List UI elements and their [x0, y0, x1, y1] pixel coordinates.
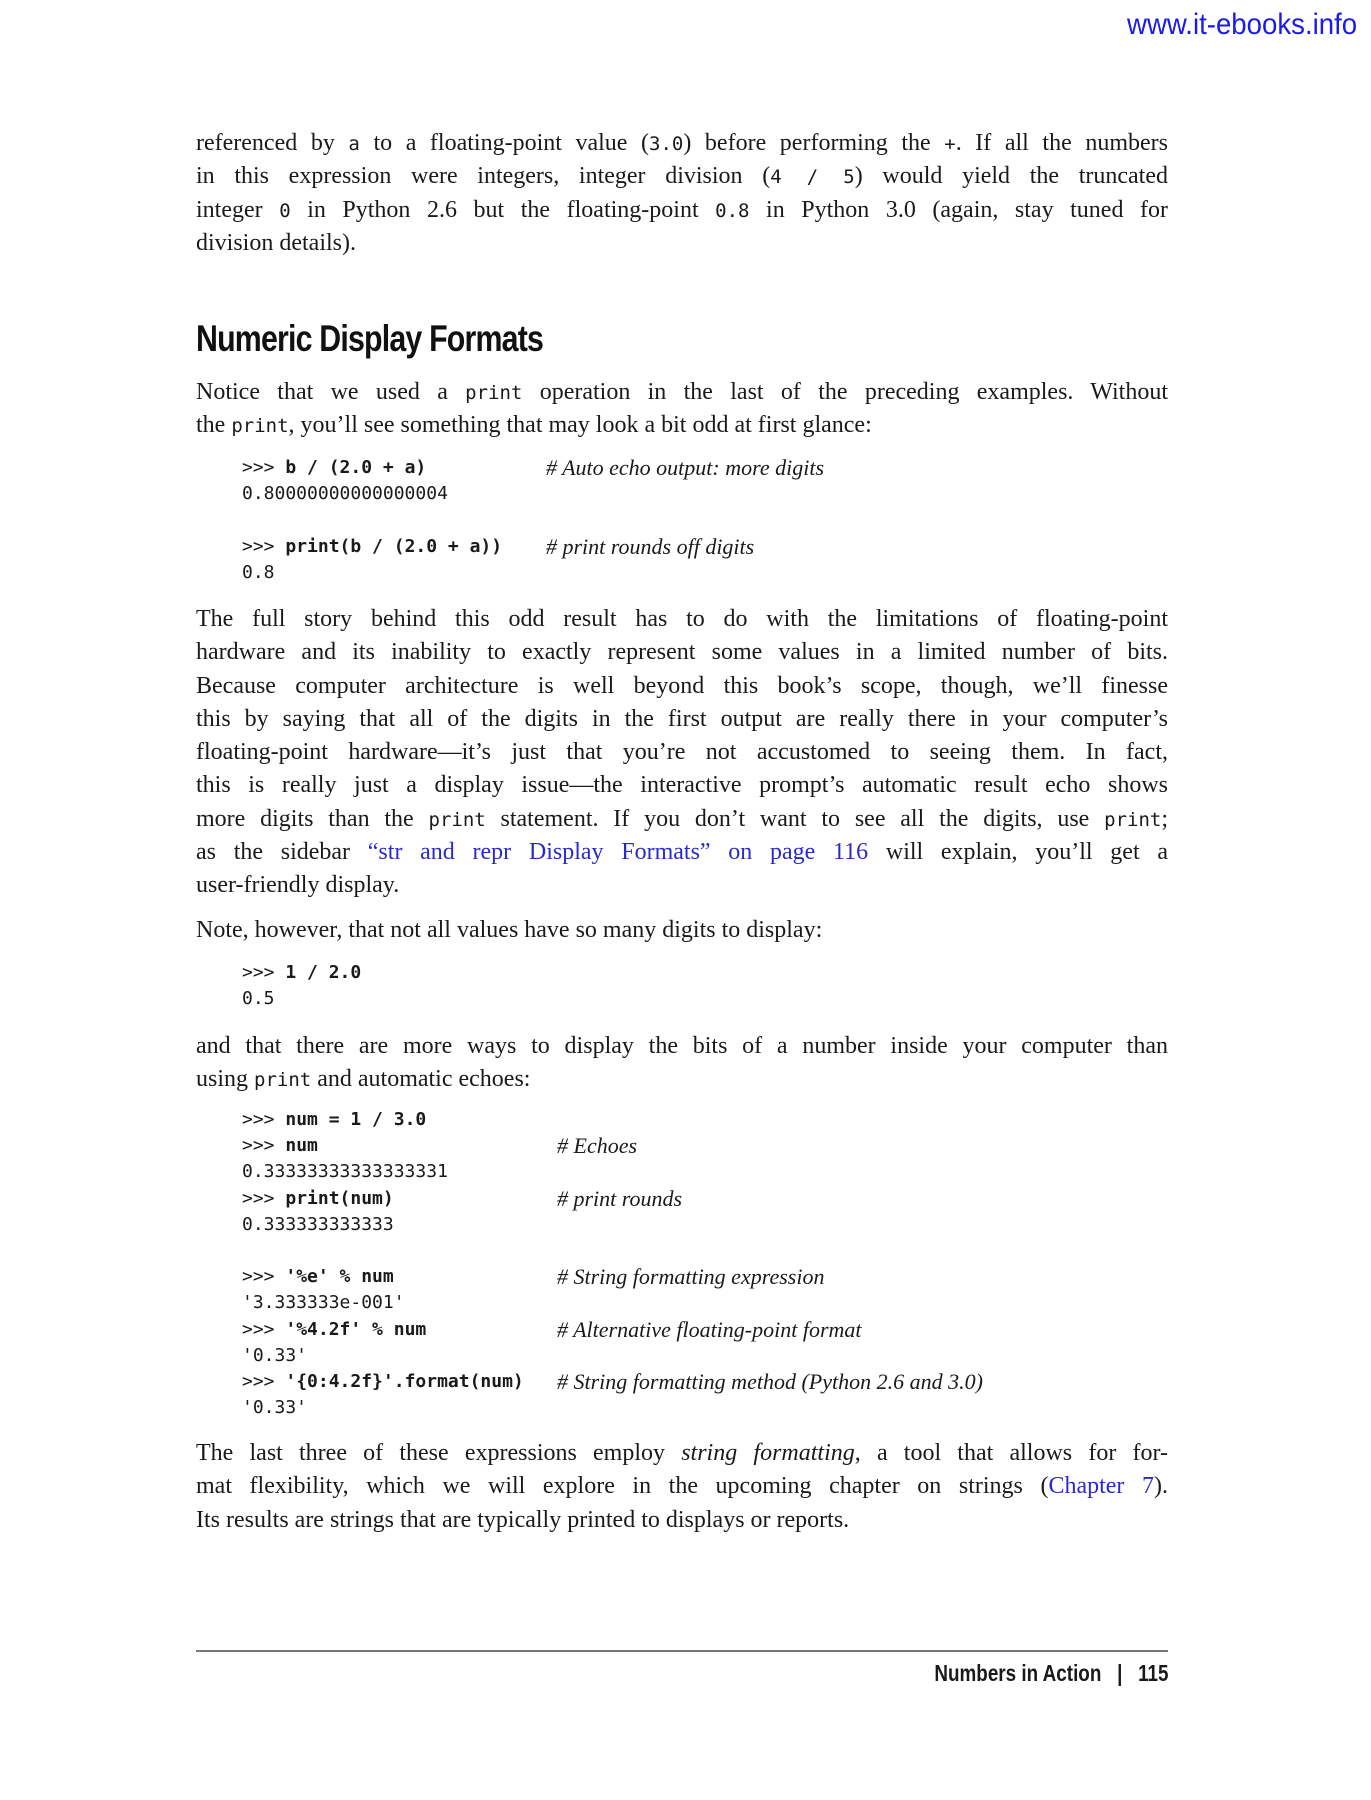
- input-line: [242, 455, 825, 481]
- text-line: [196, 869, 1168, 902]
- text-segment: , a tool that allows for for-: [854, 1440, 1168, 1466]
- text-segment: referenced by: [196, 130, 349, 156]
- code-output: '0.33': [242, 1344, 308, 1366]
- input-line: [242, 1368, 983, 1395]
- cross-reference-link[interactable]: Chapter 7: [1048, 1473, 1154, 1500]
- code-block-echo-vs-print: [242, 455, 825, 586]
- text-segment: this by saying that all of the digits in the first output are really there in your computer’s: [196, 705, 1168, 732]
- text-line: [196, 769, 1168, 802]
- output-line: [242, 560, 502, 586]
- text-line: [196, 914, 1168, 947]
- output-line: [242, 1290, 524, 1316]
- code-command: b / (2.0 + a): [285, 457, 427, 478]
- section-heading: Numeric Display Formats: [196, 318, 544, 359]
- input-line: [242, 1264, 825, 1290]
- output-line: [242, 1343, 524, 1369]
- text-segment: ) before performing the: [683, 130, 945, 156]
- text-line: [196, 803, 1168, 836]
- input-line: [242, 1107, 524, 1133]
- paragraph-division-note: [196, 127, 1168, 260]
- inline-code: print: [231, 415, 289, 438]
- code-comment: # Alternative floating-point format: [557, 1316, 862, 1342]
- text-segment: statement. If you don’t want to see all the digits, use: [485, 805, 1105, 832]
- output-line: [242, 481, 502, 507]
- text-segment: Notice that we used a: [196, 379, 466, 405]
- text-segment: hardware and its inability to exactly represent some values in a limited number of bits.: [196, 639, 1168, 666]
- code-block-formatting: [242, 1107, 983, 1421]
- text-line: [196, 227, 1168, 260]
- text-segment: , you’ll see something that may look a bit odd at first glance:: [288, 412, 872, 439]
- inline-code: print: [465, 382, 523, 404]
- paragraph-print-intro: [196, 376, 1168, 444]
- code-comment: # print rounds: [557, 1185, 683, 1211]
- text-line: [196, 836, 1168, 869]
- code-prompt: >>>: [242, 962, 286, 983]
- cross-reference-link[interactable]: “str and repr Display Formats” on page 116: [367, 839, 869, 866]
- code-block-half: [242, 960, 361, 1012]
- code-command: '%4.2f' % num: [285, 1318, 427, 1340]
- text-segment: and that there are more ways to display the bits of a number inside your computer than: [196, 1033, 1168, 1059]
- code-comment: # String formatting method (Python 2.6 and 3.0): [557, 1368, 983, 1394]
- code-command: num: [285, 1135, 318, 1157]
- inline-code: a: [348, 133, 360, 155]
- text-segment: Note, however, that not all values have so many digits to display:: [196, 917, 823, 943]
- code-command: print(b / (2.0 + a)): [285, 535, 503, 557]
- text-segment: using: [196, 1066, 255, 1093]
- code-command: '{0:4.2f}'.format(num): [285, 1370, 524, 1392]
- input-line: [242, 1185, 683, 1212]
- text-segment: division details).: [196, 229, 356, 256]
- inline-code: 0.8: [715, 199, 750, 222]
- text-line: [196, 703, 1168, 736]
- text-segment: to a floating-point value (: [359, 130, 650, 156]
- text-line: [196, 636, 1168, 669]
- text-segment: in Python 3.0 (again, stay tuned for: [749, 196, 1168, 223]
- text-segment: the: [196, 412, 232, 439]
- code-output: 0.8: [242, 561, 275, 583]
- code-comment: # print rounds off digits: [546, 533, 755, 559]
- text-segment: in this expression were integers, integer division (: [196, 163, 771, 190]
- text-segment: will explain, you’ll get a: [868, 839, 1168, 866]
- text-segment: as the sidebar: [196, 839, 368, 866]
- text-line: [196, 160, 1168, 193]
- input-line: [242, 1316, 862, 1343]
- inline-code: print: [254, 1069, 312, 1092]
- input-line: [242, 960, 361, 986]
- text-line: [196, 1030, 1168, 1063]
- text-segment: ;: [1161, 805, 1168, 832]
- code-prompt: >>>: [242, 1109, 286, 1130]
- code-output: 0.80000000000000004: [242, 483, 448, 505]
- code-command: 1 / 2.0: [285, 962, 362, 983]
- text-line: [196, 376, 1168, 409]
- inline-code: 3.0: [649, 133, 684, 155]
- text-line: [196, 194, 1168, 227]
- text-segment: The full story behind this odd result has to do with the limitations of floating-point: [196, 606, 1168, 632]
- text-line: [196, 1504, 1168, 1537]
- paragraph-more-ways: [196, 1030, 1168, 1098]
- code-command: num = 1 / 3.0: [285, 1109, 427, 1130]
- site-link[interactable]: www.it-ebooks.info: [1126, 8, 1357, 41]
- output-line: [242, 1395, 524, 1421]
- text-line: [196, 1470, 1168, 1503]
- code-prompt: >>>: [242, 1187, 286, 1209]
- text-segment: floating-point hardware—it’s just that you’re not accustomed to seeing them. In fact,: [196, 739, 1168, 766]
- text-line: [196, 409, 1168, 443]
- emphasis-text: string formatting: [681, 1440, 855, 1466]
- code-output: 0.33333333333333331: [242, 1161, 448, 1183]
- page-number: 115: [1137, 1660, 1168, 1686]
- code-output: '0.33': [242, 1397, 308, 1419]
- blank-line: [242, 1238, 524, 1264]
- code-comment: # Auto echo output: more digits: [546, 455, 825, 480]
- text-segment: and automatic echoes:: [311, 1066, 531, 1093]
- inline-code: print: [428, 808, 486, 831]
- code-prompt: >>>: [242, 457, 286, 478]
- paragraph-not-all-values: [196, 914, 1168, 947]
- text-line: [196, 1063, 1168, 1097]
- text-segment: integer: [196, 196, 280, 223]
- text-segment: Because computer architecture is well beyond this book’s scope, though, we’ll finesse: [196, 672, 1168, 699]
- code-comment: # Echoes: [557, 1133, 638, 1159]
- page-footer: [934, 1660, 1168, 1687]
- output-line: [242, 1159, 524, 1185]
- text-segment: The last three of these expressions employ: [196, 1440, 682, 1466]
- code-command: '%e' % num: [285, 1266, 394, 1288]
- text-line: [196, 670, 1168, 703]
- code-prompt: >>>: [242, 1135, 286, 1157]
- paragraph-floating-point-explanation: [196, 603, 1168, 903]
- text-segment: in Python 2.6 but the floating-point: [290, 196, 716, 223]
- footer-section-title: Numbers in Action: [933, 1660, 1101, 1686]
- code-output: 0.333333333333: [242, 1213, 394, 1235]
- inline-code: +: [944, 133, 956, 155]
- inline-code: print: [1104, 808, 1162, 831]
- footer-separator: |: [1116, 1660, 1122, 1686]
- text-line: [196, 1437, 1168, 1470]
- text-segment: ).: [1153, 1473, 1168, 1500]
- blank-line: [242, 507, 502, 533]
- text-line: [196, 603, 1168, 636]
- text-line: [196, 127, 1168, 160]
- text-segment: Its results are strings that are typically printed to displays or reports.: [196, 1506, 850, 1533]
- code-output: 0.5: [242, 988, 275, 1010]
- text-segment: user-friendly display.: [196, 872, 400, 899]
- code-output: '3.333333e-001': [242, 1292, 405, 1314]
- text-segment: mat flexibility, which we will explore in the upcoming chapter on strings (: [196, 1473, 1049, 1500]
- output-line: [242, 986, 361, 1012]
- code-command: print(num): [285, 1187, 394, 1209]
- text-segment: . If all the numbers: [955, 130, 1168, 156]
- footer-rule: [196, 1650, 1168, 1652]
- code-prompt: >>>: [242, 535, 286, 557]
- paragraph-string-formatting: [196, 1437, 1168, 1537]
- text-line: [196, 736, 1168, 769]
- inline-code: 0: [279, 199, 291, 222]
- code-prompt: >>>: [242, 1370, 286, 1392]
- text-segment: more digits than the: [196, 805, 429, 832]
- code-prompt: >>>: [242, 1318, 286, 1340]
- input-line: [242, 533, 755, 560]
- text-segment: this is really just a display issue—the interactive prompt’s automatic result echo shows: [196, 772, 1168, 799]
- code-comment: # String formatting expression: [557, 1264, 825, 1290]
- output-line: [242, 1212, 524, 1238]
- input-line: [242, 1133, 638, 1159]
- text-segment: ) would yield the truncated: [854, 163, 1168, 190]
- inline-code: 4 / 5: [770, 166, 855, 189]
- text-segment: operation in the last of the preceding examples. Without: [522, 379, 1168, 405]
- code-prompt: >>>: [242, 1266, 286, 1288]
